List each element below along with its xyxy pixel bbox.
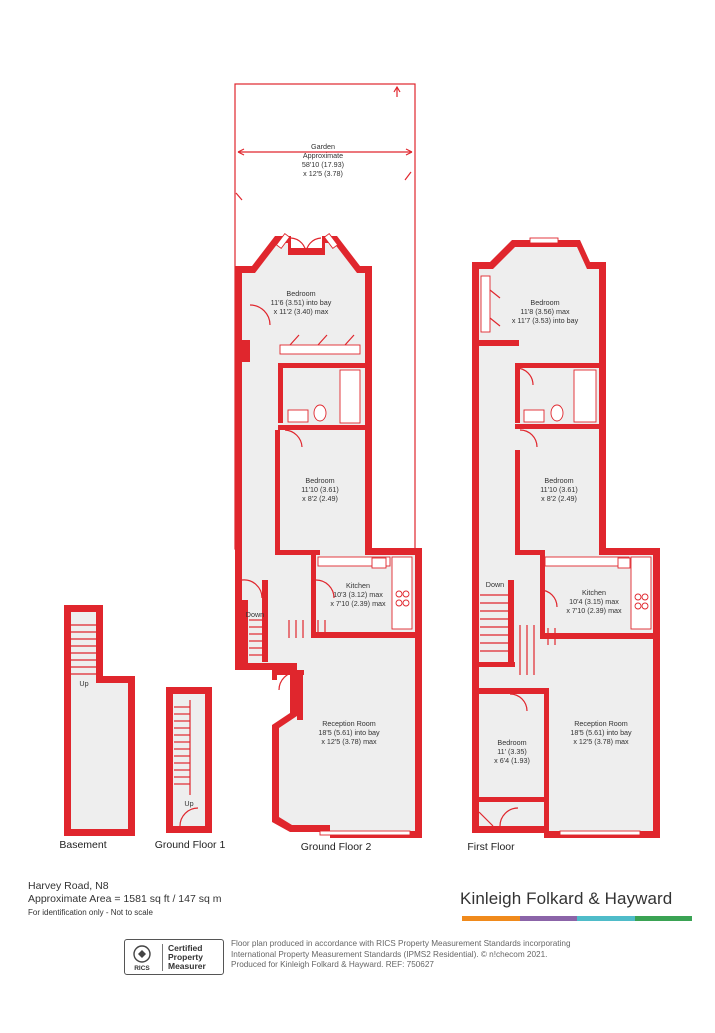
- g2-kitchen-name: Kitchen: [346, 581, 370, 590]
- first-floor-label: First Floor: [467, 841, 515, 853]
- ff-kitchen-line3: x 7'10 (2.39) max: [566, 606, 622, 615]
- g2-bedroom2-name: Bedroom: [305, 476, 335, 485]
- garden-line4: x 12'5 (3.78): [303, 169, 343, 178]
- ground-floor-2-label: Ground Floor 2: [300, 841, 372, 853]
- g2-reception-line2: 18'5 (5.61) into bay: [318, 728, 380, 737]
- rics-line1: Certified: [168, 942, 203, 953]
- g2-bedroom1-line3: x 11'2 (3.40) max: [273, 307, 329, 316]
- ff-bedroom2-line2: 11'10 (3.61): [540, 485, 578, 494]
- basement-up-label: Up: [79, 679, 89, 688]
- g2-bedroom2-line2: 11'10 (3.61): [301, 485, 339, 494]
- brand-bar-teal: [577, 916, 635, 921]
- ff-kitchen-name: Kitchen: [582, 588, 606, 597]
- g2-bedroom1-name: Bedroom: [286, 289, 316, 298]
- property-details: [28, 880, 222, 919]
- approximate-area: Approximate Area = 1581 sq ft / 147 sq m: [28, 893, 222, 905]
- ff-down-label: Down: [485, 580, 505, 589]
- rics-line3: Measurer: [168, 960, 206, 971]
- ff-reception-name: Reception Room: [574, 719, 628, 728]
- agent-brand: Kinleigh Folkard & Hayward: [460, 889, 673, 908]
- ff-bedroom2-name: Bedroom: [544, 476, 574, 485]
- brand-bar-green: [635, 916, 693, 921]
- ground-floor-1-plan: [166, 687, 212, 833]
- g2-bedroom1-line2: 11'6 (3.51) into bay: [270, 298, 332, 307]
- disclaimer-line2: International Property Measurement Standards (IPMS2 Residential). © n!checom 2021.: [231, 949, 548, 959]
- ff-reception-line3: x 12'5 (3.78) max: [573, 737, 629, 746]
- ff-reception-line2: 18'5 (5.61) into bay: [570, 728, 632, 737]
- identification-note: For identification only - Not to scale: [28, 908, 153, 917]
- rics-seal-icon: [128, 943, 156, 971]
- disclaimer: [231, 939, 611, 971]
- ground1-up-label: Up: [184, 799, 194, 808]
- ff-bedroom3-name: Bedroom: [497, 738, 527, 747]
- garden-line2: Approximate: [302, 151, 344, 160]
- brand-color-bars: [462, 916, 692, 921]
- basement-label: Basement: [59, 839, 107, 851]
- g2-bedroom2-line3: x 8'2 (2.49): [302, 494, 338, 503]
- garden-line3: 58'10 (17.93): [301, 160, 345, 169]
- rics-cert-text: [162, 944, 206, 971]
- address: Harvey Road, N8: [28, 880, 109, 892]
- ff-kitchen-line2: 10'4 (3.15) max: [569, 597, 619, 606]
- g2-kitchen-line3: x 7'10 (2.39) max: [330, 599, 386, 608]
- ground-floor-1-label: Ground Floor 1: [154, 839, 226, 851]
- g2-down-label: Down: [245, 610, 265, 619]
- ff-bedroom3-line3: x 6'4 (1.93): [494, 756, 530, 765]
- garden-name: Garden: [311, 142, 335, 151]
- g2-kitchen-line2: 10'3 (3.12) max: [333, 590, 383, 599]
- disclaimer-line3: Produced for Kinleigh Folkard & Hayward. REF: 750627: [231, 960, 434, 969]
- disclaimer-line1: Floor plan produced in accordance with RICS Property Measurement Standards incorporating: [231, 939, 571, 948]
- basement-plan: [64, 605, 135, 836]
- ff-bedroom2-line3: x 8'2 (2.49): [541, 494, 577, 503]
- rics-badge: [124, 939, 224, 975]
- rics-seal-text: RICS: [134, 965, 150, 971]
- brand-bar-orange: [462, 916, 520, 921]
- ff-bedroom1-name: Bedroom: [530, 298, 560, 307]
- g2-reception-line3: x 12'5 (3.78) max: [321, 737, 377, 746]
- ff-bedroom1-line2: 11'8 (3.56) max: [520, 307, 570, 316]
- g2-reception-name: Reception Room: [322, 719, 376, 728]
- rics-line2: Property: [168, 951, 203, 962]
- brand-bar-purple: [520, 916, 578, 921]
- ff-bedroom1-line3: x 11'7 (3.53) into bay: [511, 316, 579, 325]
- ff-bedroom3-line2: 11' (3.35): [497, 747, 527, 756]
